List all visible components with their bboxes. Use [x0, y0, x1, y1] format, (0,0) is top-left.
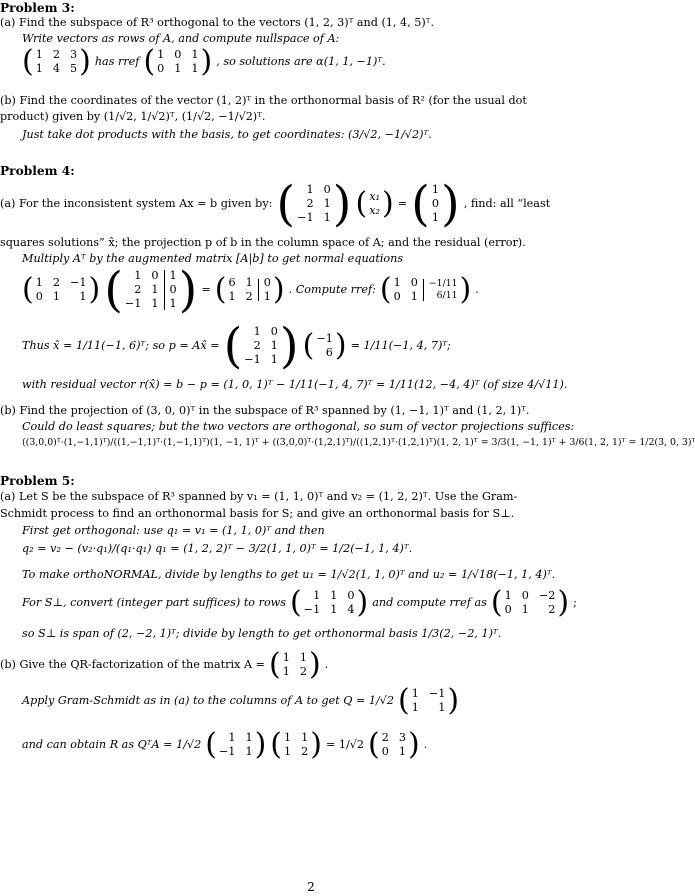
matrix-QR-A [268, 647, 321, 682]
left-paren: ( [302, 328, 315, 363]
matrix-cell: 1 [35, 48, 43, 61]
problem-4a-solution-line1: Multiply Aᵀ by the augmented matrix [A|b] to get normal equations [22, 252, 404, 265]
matrix-cell: 6 [228, 276, 236, 289]
matrix-cell: 0 [393, 290, 401, 303]
matrix-cell: 1 [169, 269, 177, 282]
matrix-cell: 1 [35, 62, 43, 75]
matrix-cell: −1/11 [428, 278, 458, 290]
matrix-cell: 2 [52, 48, 60, 61]
matrix-R [368, 727, 420, 762]
right-paren: ) [459, 272, 472, 307]
matrix-cell: 0 [263, 276, 271, 289]
matrix-cell: 1 [410, 290, 418, 303]
matrix-cell: −1 [218, 745, 236, 758]
right-paren: ) [254, 727, 267, 762]
matrix-cell: 0 [157, 62, 165, 75]
right-paren: ) [334, 328, 347, 363]
left-paren: ( [223, 318, 243, 374]
matrix-cell: 1 [323, 211, 331, 224]
left-paren: ( [355, 186, 368, 221]
matrix-cell: 1 [270, 339, 278, 352]
matrix-cell: −2 [538, 589, 556, 602]
matrix-cell: 1 [253, 325, 261, 338]
matrix-cell: x₁ [369, 190, 381, 203]
right-paren: ) [332, 176, 352, 232]
problem-4a-normal-equations [22, 262, 620, 318]
matrix-cell: 0 [169, 283, 177, 296]
problem-3-title: Problem 3: [0, 1, 75, 15]
matrix-cell: −1 [316, 332, 333, 345]
matrix-cell: 1 [52, 290, 60, 303]
text-fragment: (a) For the inconsistent system Ax = b given by: [0, 196, 273, 210]
matrix-cell: 1 [263, 290, 271, 303]
right-paren: ) [178, 262, 198, 318]
matrix-cell: 1 [174, 62, 182, 75]
matrix-cell: 1 [282, 651, 290, 664]
matrix-cell: 1 [151, 283, 159, 296]
text-fragment: . Compute rref: [288, 282, 376, 296]
matrix-cell: 2 [548, 603, 556, 616]
matrix-cell: 1 [157, 48, 165, 61]
matrix-A [276, 176, 352, 232]
matrix-cell: 1 [134, 269, 142, 282]
matrix-S-rref [490, 585, 570, 620]
text-fragment: = 1/√2 [325, 737, 365, 751]
right-paren: ) [447, 683, 460, 718]
matrix-A-repeat [223, 318, 299, 374]
matrix-cell: 1 [411, 687, 419, 700]
matrix-cell: 1 [79, 290, 87, 303]
matrix-cell: 1 [521, 603, 529, 616]
matrix-cell: x₂ [369, 204, 381, 217]
problem-5a-question-line2: Schmidt process to find an orthonormal basis for S; and give an orthonormal basis for S⊥. [0, 507, 515, 520]
matrix-cell: −1 [124, 297, 142, 310]
matrix-cell: 1 [228, 290, 236, 303]
text-fragment: and can obtain R as QᵀA = 1/√2 [22, 737, 202, 751]
augment-bar [164, 270, 165, 310]
problem-5a-orth-complement-line [22, 585, 620, 620]
right-paren: ) [308, 647, 321, 682]
matrix-cell: 0 [174, 48, 182, 61]
text-fragment: and compute rref as [372, 595, 487, 609]
matrix-rref [379, 272, 472, 307]
augmented-matrix-Ab [104, 262, 198, 318]
left-paren: ( [490, 585, 503, 620]
left-paren: ( [104, 262, 123, 318]
matrix-cell: 0 [381, 745, 389, 758]
text-fragment: . [324, 657, 329, 671]
matrix-cell: 2 [245, 290, 253, 303]
matrix-cell: 1 [191, 48, 199, 61]
right-paren: ) [440, 176, 460, 232]
matrix-cell: 1 [284, 745, 292, 758]
matrix-cell: 1 [169, 297, 177, 310]
matrix-cell: 1 [282, 665, 290, 678]
matrix-cell: 1 [245, 745, 253, 758]
left-paren: ( [270, 727, 282, 762]
problem-5a-question-line1: (a) Let S be the subspace of R³ spanned by v₁ = (1, 1, 0)ᵀ and v₂ = (1, 2, 2)ᵀ. Use the Gram- [0, 490, 518, 503]
text-fragment: Apply Gram-Schmidt as in (a) to the columns of A to get Q = 1/√2 [22, 693, 395, 707]
problem-3a-matrix-row [22, 44, 620, 79]
equals-sign: = [201, 282, 211, 296]
problem-5b-question [0, 647, 620, 682]
text-fragment: Thus x̂ = 1/11(−1, 6)ᵀ; so p = Ax̂ = [22, 338, 220, 352]
right-paren: ) [272, 272, 285, 307]
text-fragment: ; [573, 595, 577, 609]
matrix-cell: −1 [244, 353, 261, 366]
matrix-normal [214, 272, 285, 307]
left-paren: ( [379, 272, 392, 307]
problem-4-title: Problem 4: [0, 164, 75, 178]
problem-4a-question-line1 [0, 176, 620, 232]
problem-3a-question: (a) Find the subspace of R³ orthogonal to the vectors (1, 2, 3)ᵀ and (1, 4, 5)ᵀ. [0, 16, 435, 29]
problem-3a-solution-line: Write vectors as rows of A, and compute nullspace of A: [22, 32, 340, 45]
matrix-cell: 2 [306, 197, 314, 210]
matrix-cell: −1 [69, 276, 87, 289]
left-paren: ( [398, 683, 410, 718]
matrix-cell: 0 [521, 589, 529, 602]
matrix-cell: 4 [347, 603, 355, 616]
matrix-AT [22, 272, 101, 307]
text-fragment: (b) Give the QR-factorization of the matrix A = [0, 657, 265, 671]
matrix-cell: 1 [504, 589, 512, 602]
right-paren: ) [408, 727, 420, 762]
matrix-cell: 1 [301, 731, 309, 744]
matrix-cell: −1 [303, 603, 321, 616]
matrix-cell: 4 [52, 62, 60, 75]
matrix-cell: 1 [313, 589, 321, 602]
text-fragment: = 1/11(−1, 4, 7)ᵀ; [350, 338, 451, 352]
matrix-cell: 1 [228, 731, 236, 744]
matrix-S-rows [290, 585, 369, 620]
problem-4a-residual-line: with residual vector r(x̂) = b − p = (1, 0, 1)ᵀ − 1/11(−1, 4, 7)ᵀ = 1/11(12, −4, 4)ᵀ (of size 4/√11). [22, 378, 568, 391]
left-paren: ( [411, 176, 430, 232]
matrix-A-qr [270, 727, 322, 762]
matrix-cell: 0 [270, 325, 278, 338]
augment-bar [258, 279, 259, 301]
problem-5b-solution-line2 [22, 727, 620, 762]
right-paren: ) [200, 44, 213, 79]
matrix-cell: 2 [381, 731, 389, 744]
matrix-Q [398, 683, 460, 718]
text-fragment: . [423, 737, 428, 751]
matrix-cell: 1 [299, 651, 307, 664]
left-paren: ( [22, 272, 34, 307]
matrix-cell: 1 [330, 589, 338, 602]
matrix-cell: 0 [323, 183, 331, 196]
matrix-cell: 5 [69, 62, 78, 75]
matrix-cell: 1 [284, 731, 292, 744]
matrix-cell: 0 [347, 589, 355, 602]
matrix-m1 [22, 44, 91, 79]
problem-5a-solution-line3: To make orthoNORMAL, divide by lengths to get u₁ = 1/√2(1, 1, 0)ᵀ and u₂ = 1/√18(−1, 1, 4)ᵀ. [22, 568, 556, 581]
page-number: 2 [307, 880, 315, 894]
right-paren: ) [557, 585, 570, 620]
right-paren: ) [279, 318, 299, 374]
matrix-cell: 6/11 [436, 290, 458, 301]
left-paren: ( [205, 727, 217, 762]
text-fragment: has rref [94, 54, 140, 68]
left-paren: ( [268, 647, 281, 682]
problem-5b-solution-line1 [22, 683, 620, 718]
left-paren: ( [22, 44, 34, 79]
matrix-cell: 1 [151, 297, 159, 310]
matrix-cell: 0 [504, 603, 512, 616]
right-paren: ) [382, 186, 394, 221]
matrix-cell: 0 [431, 197, 439, 210]
problem-5a-solution-line1: First get orthogonal: use q₁ = v₁ = (1, 1, 0)ᵀ and then [22, 524, 325, 537]
vector-xhat [302, 328, 347, 363]
matrix-cell: 1 [306, 183, 314, 196]
matrix-cell: 0 [151, 269, 159, 282]
matrix-m2 [143, 44, 213, 79]
problem-3b-question-line1: (b) Find the coordinates of the vector (1, 2)ᵀ in the orthonormal basis of R² (for the usual dot [0, 94, 527, 107]
left-paren: ( [276, 176, 296, 232]
matrix-cell: 0 [35, 290, 43, 303]
equals-sign: = [397, 196, 408, 210]
problem-4b-solution-line2: ((3,0,0)ᵀ·(1,−1,1)ᵀ)/((1,−1,1)ᵀ·(1,−1,1)ᵀ)(1, −1, 1)ᵀ + ((3,0,0)ᵀ·(1,2,1)ᵀ)/((1,2,1)ᵀ·(1,2,1)ᵀ)(1, 2, 1)ᵀ = 3/3(1, −1, 1)ᵀ + 3/6(1, 2, 1)ᵀ = 1/2(3, 0, 3)ᵀ [22, 437, 695, 448]
matrix-cell: 3 [398, 731, 407, 744]
augment-bar [423, 279, 424, 301]
matrix-cell: 1 [431, 183, 439, 196]
matrix-cell: 1 [35, 276, 43, 289]
matrix-cell: 0 [410, 276, 418, 289]
right-paren: ) [79, 44, 91, 79]
matrix-cell: 6 [325, 346, 333, 359]
matrix-cell: 1 [191, 62, 199, 75]
matrix-cell: −1 [297, 211, 314, 224]
matrix-cell: 2 [52, 276, 60, 289]
problem-5-title: Problem 5: [0, 474, 75, 488]
matrix-cell: 2 [301, 745, 309, 758]
matrix-cell: 1 [431, 211, 439, 224]
text-fragment: , find: all “least [463, 196, 551, 210]
left-paren: ( [143, 44, 156, 79]
matrix-cell: 1 [323, 197, 331, 210]
problem-4a-question-line2: squares solutions” x̂; the projection p of b in the column space of A; and the residual (error). [0, 236, 526, 249]
matrix-cell: 1 [438, 701, 446, 714]
vector-b [411, 176, 460, 232]
matrix-QT [205, 727, 267, 762]
left-paren: ( [214, 272, 227, 307]
left-paren: ( [290, 585, 302, 620]
matrix-cell: 2 [253, 339, 261, 352]
left-paren: ( [368, 727, 380, 762]
vector-x [355, 186, 394, 221]
problem-3b-solution: Just take dot products with the basis, to get coordinates: (3/√2, −1/√2)ᵀ. [22, 128, 432, 141]
matrix-cell: −1 [428, 687, 446, 700]
matrix-cell: 1 [393, 276, 401, 289]
matrix-cell: 1 [330, 603, 338, 616]
text-fragment: For S⊥, convert (integer part suffices) to rows [22, 595, 287, 609]
right-paren: ) [310, 727, 322, 762]
problem-5a-solution-line5: so S⊥ is span of (2, −2, 1)ᵀ; divide by length to get orthonormal basis 1/3(2, −2, 1)ᵀ. [22, 627, 502, 640]
right-paren: ) [88, 272, 101, 307]
matrix-cell: 1 [245, 276, 253, 289]
problem-4b-question: (b) Find the projection of (3, 0, 0)ᵀ in the subspace of R³ spanned by (1, −1, 1)ᵀ and (1, 2, 1)ᵀ. [0, 404, 530, 417]
text-fragment: , so solutions are α(1, 1, −1)ᵀ. [216, 54, 386, 68]
matrix-cell: 1 [398, 745, 407, 758]
right-paren: ) [356, 585, 369, 620]
period: . [475, 282, 479, 296]
problem-5a-solution-line2: q₂ = v₂ − (v₂·q₁)/(q₁·q₁) q₁ = (1, 2, 2)ᵀ − 3/2(1, 1, 0)ᵀ = 1/2(−1, 1, 4)ᵀ. [22, 542, 413, 555]
problem-4b-solution-line1: Could do least squares; but the two vectors are orthogonal, so sum of vector projections suffices: [22, 420, 575, 433]
matrix-cell: 2 [299, 665, 307, 678]
matrix-cell: 2 [134, 283, 142, 296]
matrix-cell: 3 [69, 48, 78, 61]
matrix-cell: 1 [411, 701, 419, 714]
matrix-cell: 1 [270, 353, 278, 366]
problem-3b-question-line2: product) given by (1/√2, 1/√2)ᵀ, (1/√2, −1/√2)ᵀ. [0, 110, 266, 123]
problem-4a-projection-line [22, 318, 620, 374]
matrix-cell: 1 [245, 731, 253, 744]
